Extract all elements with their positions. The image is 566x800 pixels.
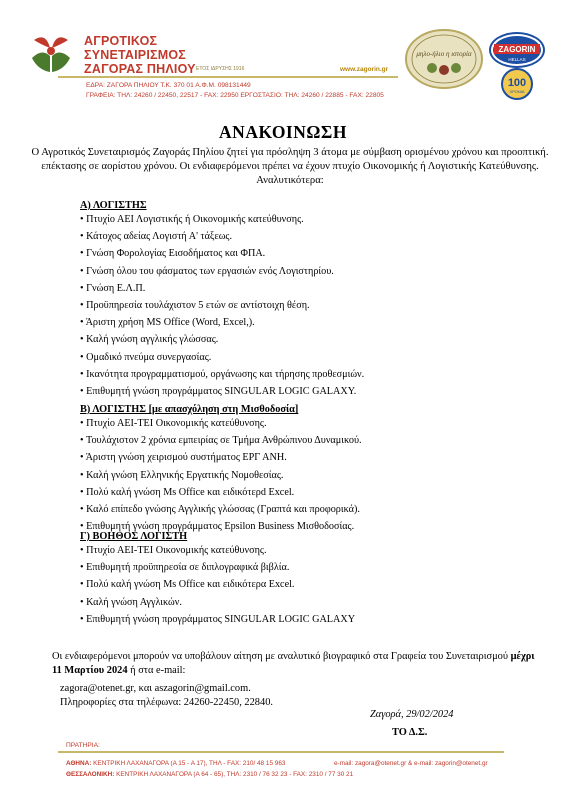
list-item: • Πολύ καλή γνώση Ms Office και ειδικότερd Excel. [80,484,362,501]
list-item: • Καλό επίπεδο γνώσης Αγγλικής γλώσσας (Γραπτά και προφορικά). [80,501,362,518]
place-date: Ζαγορά, 29/02/2024 [370,709,454,720]
section-heading-c: Γ) ΒΟΗΘΟΣ ΛΟΓΙΣΤΗ [80,531,188,542]
list-item: • Πολύ καλή γνώση Ms Office και ειδικότερα Excel. [80,576,355,593]
list-item: • Άριστη γνώση χειρισμού συστήματος ΕΡΓ ΑΝΗ. [80,449,362,466]
footer-athens [66,760,285,767]
closing-paragraph [52,650,542,678]
org-name-line2: ΣΥΝΕΤΑΙΡΙΣΜΟΣ [84,48,186,62]
zagorin-brand-icon [488,30,546,102]
footer-label: ΠΡΑΤΗΡΙΑ: [66,742,100,749]
header-address: ΕΔΡΑ: ΖΑΓΟΡΑ ΠΗΛΙΟΥ Τ.Κ. 370 01 Α.Φ.Μ. 098131449 [86,82,251,89]
list-item: • Γνώση Φορολογίας Εισοδήματος και ΦΠΑ. [80,245,364,262]
section-c-list [80,542,355,628]
list-item: • Επιθυμητή γνώση προγράμματος SINGULAR LOGIC GALAXY [80,611,355,628]
deadline: μέχρι 11 Μαρτίου 2024 [52,651,535,676]
list-item: • Καλή γνώση Αγγλικών. [80,594,355,611]
footer-thessaloniki [66,771,353,778]
section-b-list [80,415,362,535]
athens-address: ΚΕΝΤΡΙΚΗ ΛΑΧΑΝΑΓΟΡΑ (Α 15 - Α 17), ΤΗΛ - FAX: 210/ 48 15 963 [91,760,286,767]
seal-text: μηλο-ήλιο η ιστορία [416,50,472,58]
athens-city: ΑΘΗΝΑ: [66,760,92,767]
brand-name: ZAGORIN [498,45,536,54]
page-title: ΑΝΑΚΟΙΝΩΣΗ [219,122,347,142]
list-item: • Πτυχίο ΑΕΙ-ΤΕΙ Οικονομικής κατεύθυνσης. [80,542,355,559]
phone-info: Πληροφορίες στα τηλέφωνα: 24260-22450, 22840. [60,697,273,708]
intro-paragraph: Ο Αγροτικός Συνεταιρισμός Ζαγοράς Πηλίου ζητεί για πρόσληψη 3 άτομα με σύμβαση ορισμένου χρόνου και προοπτική. επέκτασης σε αορίστου χρόνου. Οι ενδιαφερόμενοι πρέπει να έχουν πτυχίο Οικονομικής ή Λογιστικής Κατεύθυνσης. Αναλυτικότερα: [31,147,549,186]
list-item: • Πτυχίο ΑΕΙ-ΤΕΙ Οικονομικής κατεύθυνσης. [80,415,362,432]
section-heading-b: Β) ΛΟΓΙΣΤΗΣ [με απασχόληση στη Μισθοδοσία] [80,404,299,415]
list-item: • Ικανότητα προγραμματισμού, οργάνωσης και τήρησης προθεσμιών. [80,366,364,383]
list-item: • Επιθυμητή γνώση προγράμματος Epsilon Business Μισθοδοσίας. [80,518,362,535]
list-item: • Γνώση όλου του φάσματος των εργασιών ενός Λογιστηρίου. [80,263,364,280]
footer-divider [58,751,504,753]
org-name-line3: ΖΑΓΟΡΑΣ ΠΗΛΙΟΥ [84,62,196,76]
header-divider [58,76,398,78]
org-name-line1: ΑΓΡΟΤΙΚΟΣ [84,34,158,48]
list-item: • Καλή γνώση αγγλικής γλώσσας. [80,331,364,348]
brand-sub: HELLAS [508,57,526,62]
thess-city: ΘΕΣΣΑΛΟΝΙΚΗ: [66,771,115,778]
website-link[interactable]: www.zagorin.gr [340,66,389,73]
section-a-list [80,211,364,400]
list-item: • Επιθυμητή γνώση προγράμματος SINGULAR LOGIC GALAXY. [80,383,364,400]
founded-year: ΕΤΟΣ ΙΔΡΥΣΗΣ 1916 [196,66,245,72]
years-number: 100 [507,77,527,89]
list-item: • Κάτοχος αδείας Λογιστή Α' τάξεως. [80,228,364,245]
list-item: • Γνώση Ε.Λ.Π. [80,280,364,297]
footer-emails[interactable]: e-mail: zagora@otenet.gr & e-mail: zagorin@otenet.gr [334,760,488,767]
list-item: • Τουλάχιστον 2 χρόνια εμπειρίας σε Τμήμα Ανθρώπινου Δυναμικού. [80,432,362,449]
cooperative-logo-icon [28,34,74,74]
list-item: • Άριστη χρήση MS Office (Word, Excel,). [80,314,364,331]
years-label: ΧΡΟΝΙΑ [509,89,525,94]
closing-text-end: ή στα e-mail: [127,665,186,676]
closing-text: Οι ενδιαφερόμενοι μπορούν να υποβάλουν αίτηση με αναλυτικό βιογραφικό στα Γραφεία του Συνεταιρισμού [52,651,511,662]
list-item: • Ομαδικό πνεύμα συνεργασίας. [80,349,364,366]
heritage-seal-icon [404,28,484,90]
header-offices: ΓΡΑΦΕΙΑ: ΤΗΛ: 24260 / 22450, 22517 - FAX: 22950 ΕΡΓΟΣΤΑΣΙΟ: ΤΗΛ: 24260 / 22885 - FAX: 22805 [86,92,384,99]
list-item: • Προϋπηρεσία τουλάχιστον 5 ετών σε αντίστοιχη θέση. [80,297,364,314]
email-addresses[interactable]: zagora@otenet.gr, και aszagorin@gmail.com. [60,683,251,694]
list-item: • Πτυχίο ΑΕΙ Λογιστικής ή Οικονομικής κατεύθυνσης. [80,211,364,228]
section-heading-a: Α) ΛΟΓΙΣΤΗΣ [80,200,147,211]
thess-address: ΚΕΝΤΡΙΚΗ ΛΑΧΑΝΑΓΟΡΑ (Α 64 - 65), ΤΗΛ: 2310 / 76 32 23 - FAX: 2310 / 77 30 21 [114,771,354,778]
list-item: • Καλή γνώση Ελληνικής Εργατικής Νομοθεσίας. [80,467,362,484]
signature-board: ΤΟ Δ.Σ. [392,727,428,738]
list-item: • Επιθυμητή προϋπηρεσία σε διπλογραφικά βιβλία. [80,559,355,576]
